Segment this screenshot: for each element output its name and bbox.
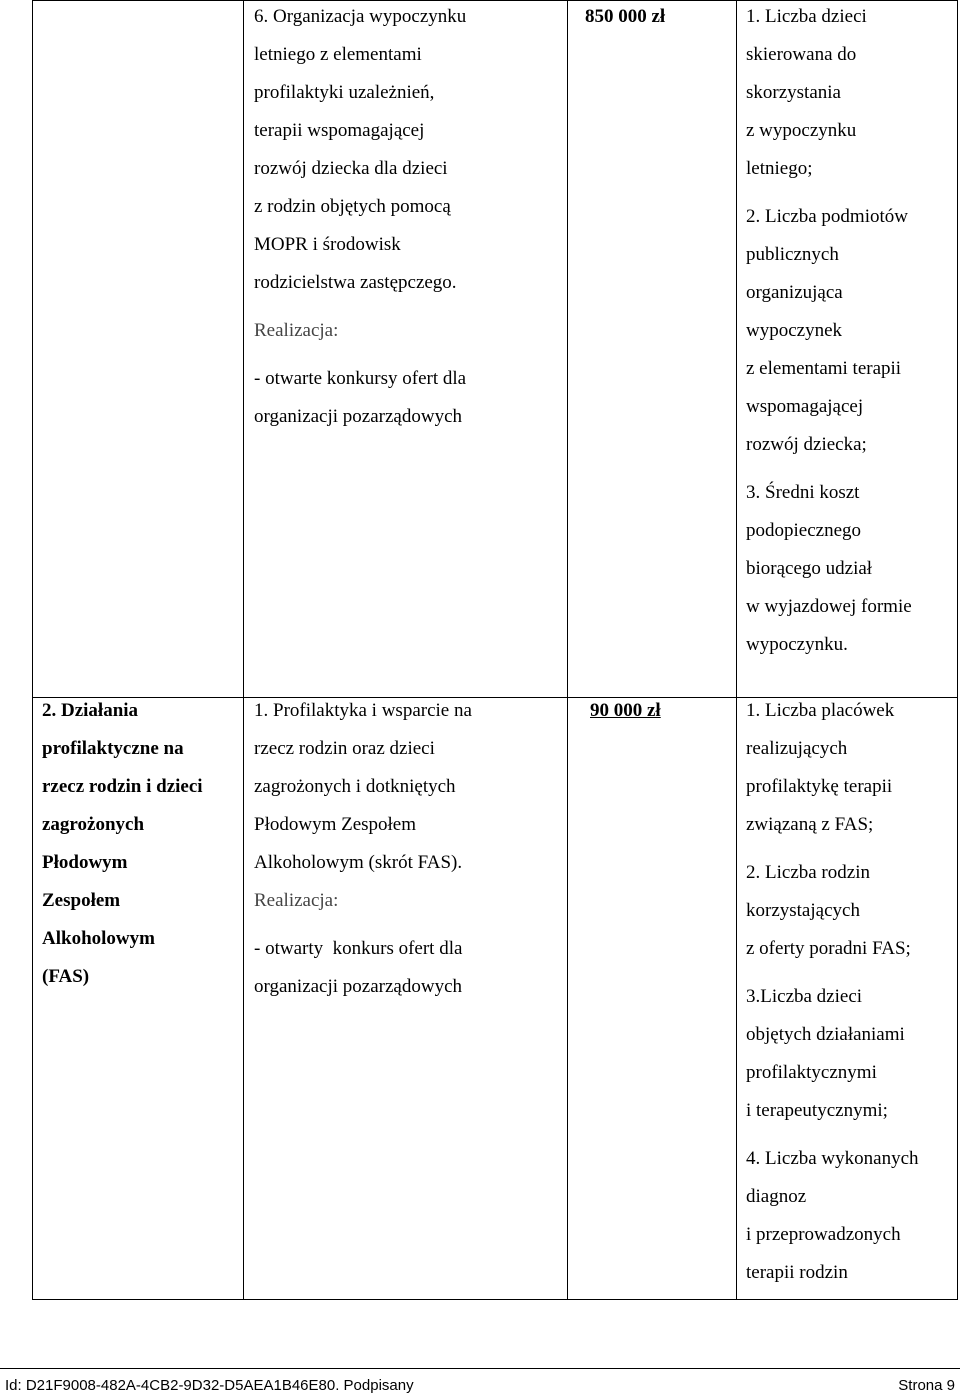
row1-task-line: terapii wspomagającej bbox=[254, 120, 425, 141]
row1-indicator-line: publicznych bbox=[746, 244, 839, 265]
row2-goal-line: (FAS) bbox=[42, 966, 90, 987]
row2-indicators-cell bbox=[746, 692, 919, 1292]
row2-task-line: zagrożonych i dotkniętych bbox=[254, 776, 456, 797]
row2-indicator-line: 3.Liczba dzieci bbox=[746, 986, 863, 1007]
row2-indicator-line: z oferty poradni FAS; bbox=[746, 938, 911, 959]
row2-amount-cell bbox=[590, 692, 661, 730]
row2-indicator-line: 1. Liczba placówek bbox=[746, 700, 895, 721]
row2-indicator-line: profilaktycznymi bbox=[746, 1062, 877, 1083]
footer-divider bbox=[0, 1368, 960, 1369]
row2-indicator-line: profilaktykę terapii bbox=[746, 776, 893, 797]
row2-indicator-line: objętych działaniami bbox=[746, 1024, 905, 1045]
row1-indicator-line: 1. Liczba dzieci bbox=[746, 6, 867, 27]
row1-task-line: profilaktyki uzależnień, bbox=[254, 82, 435, 103]
row2-realization-label: Realizacja: bbox=[254, 890, 339, 911]
program-table bbox=[32, 0, 958, 1300]
row1-realization-label: Realizacja: bbox=[254, 320, 339, 341]
row2-goal-line: Płodowym bbox=[42, 852, 128, 873]
row2-indicator-line: 4. Liczba wykonanych bbox=[746, 1148, 919, 1169]
row1-task-line: rozwój dziecka dla dzieci bbox=[254, 158, 448, 179]
row2-task-line: rzecz rodzin oraz dzieci bbox=[254, 738, 435, 759]
table-border-bottom bbox=[32, 1299, 958, 1300]
row1-realization-line: - otwarte konkursy ofert dla bbox=[254, 368, 467, 389]
row1-indicator-line: wypoczynek bbox=[746, 320, 843, 341]
row1-indicator-line: wypoczynku. bbox=[746, 634, 848, 655]
row1-task-line: 6. Organizacja wypoczynku bbox=[254, 6, 467, 27]
row2-indicator-line: diagnoz bbox=[746, 1186, 807, 1207]
row1-indicator-line: rozwój dziecka; bbox=[746, 434, 867, 455]
row1-indicator-line: skierowana do bbox=[746, 44, 857, 65]
row1-task-line: rodzicielstwa zastępczego. bbox=[254, 272, 457, 293]
row2-realization-line: - otwarty konkurs ofert dla bbox=[254, 938, 463, 959]
row2-task-line: Alkoholowym (skrót FAS). bbox=[254, 852, 463, 873]
row2-goal-line: rzecz rodzin i dzieci bbox=[42, 776, 203, 797]
row1-realization-line: organizacji pozarządowych bbox=[254, 406, 463, 427]
table-border-col1 bbox=[243, 0, 244, 1300]
row2-indicator-line: i terapeutycznymi; bbox=[746, 1100, 888, 1121]
document-id: Id: D21F9008-482A-4CB2-9D32-D5AEA1B46E80. Podpisany bbox=[5, 1377, 414, 1394]
row2-indicator-line: i przeprowadzonych bbox=[746, 1224, 901, 1245]
row2-task-line: Płodowym Zespołem bbox=[254, 814, 417, 835]
row1-indicators-cell bbox=[746, 0, 912, 664]
row2-goal-line: Alkoholowym bbox=[42, 928, 155, 949]
row2-task-cell bbox=[254, 692, 472, 1006]
row1-indicator-line: 3. Średni koszt bbox=[746, 482, 860, 503]
row1-indicator-line: w wyjazdowej formie bbox=[746, 596, 912, 617]
page-footer bbox=[0, 1368, 960, 1398]
row2-goal-cell bbox=[42, 692, 203, 996]
table-border-right bbox=[957, 0, 958, 1300]
table-border-left bbox=[32, 0, 33, 1300]
row1-indicator-line: skorzystania bbox=[746, 82, 841, 103]
row1-task-line: z rodzin objętych pomocą bbox=[254, 196, 451, 217]
row2-indicator-line: realizujących bbox=[746, 738, 848, 759]
row1-amount-cell bbox=[585, 0, 665, 36]
row2-amount: 90 000 zł bbox=[590, 700, 661, 721]
row1-amount: 850 000 zł bbox=[585, 6, 666, 27]
row1-indicator-line: biorącego udział bbox=[746, 558, 873, 579]
row2-indicator-line: korzystających bbox=[746, 900, 860, 921]
row1-indicator-line: podopiecznego bbox=[746, 520, 862, 541]
row1-indicator-line: wspomagającej bbox=[746, 396, 864, 417]
row1-indicator-line: z wypoczynku bbox=[746, 120, 857, 141]
row1-indicator-line: organizująca bbox=[746, 282, 843, 303]
row2-goal-line: zagrożonych bbox=[42, 814, 145, 835]
row1-task-line: MOPR i środowisk bbox=[254, 234, 401, 255]
row2-goal-line: profilaktyczne na bbox=[42, 738, 184, 759]
row1-indicator-line: z elementami terapii bbox=[746, 358, 902, 379]
row2-realization-line: organizacji pozarządowych bbox=[254, 976, 463, 997]
row2-indicator-line: terapii rodzin bbox=[746, 1262, 848, 1283]
row1-indicator-line: letniego; bbox=[746, 158, 813, 179]
row2-task-line: 1. Profilaktyka i wsparcie na bbox=[254, 700, 472, 721]
row1-indicator-line: 2. Liczba podmiotów bbox=[746, 206, 908, 227]
table-border-col2 bbox=[567, 0, 568, 1300]
row2-indicator-line: 2. Liczba rodzin bbox=[746, 862, 870, 883]
page-number: Strona 9 bbox=[898, 1377, 955, 1394]
row2-goal-line: Zespołem bbox=[42, 890, 121, 911]
row1-task-cell bbox=[254, 0, 466, 436]
table-border-col3 bbox=[736, 0, 737, 1300]
row2-goal-line: 2. Działania bbox=[42, 700, 139, 721]
row1-task-line: letniego z elementami bbox=[254, 44, 422, 65]
row2-indicator-line: związaną z FAS; bbox=[746, 814, 874, 835]
